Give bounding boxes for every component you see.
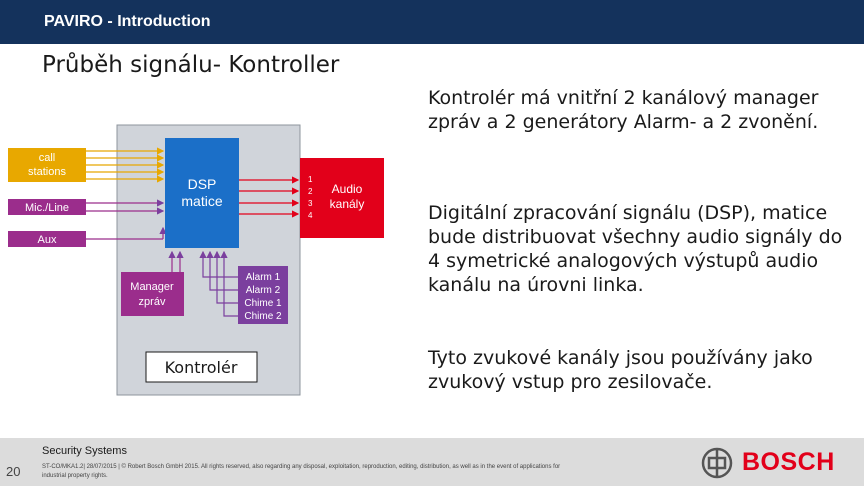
generator-chime-2: Chime 2 — [244, 311, 282, 322]
bosch-logo — [700, 446, 850, 480]
bosch-armature-icon — [700, 446, 734, 480]
header-bar — [0, 0, 864, 44]
footer-legal-text: ST-CO/MKA1.2| 28/07/2015 | © Robert Bosch GmbH 2015. All rights reserved, also regarding any disposal, exploitation, reproduction, editing, distribution, as well as in the event of applications for industrial property rights. — [42, 464, 561, 479]
paragraph-audio-channels: Tyto zvukové kanály jsou používány jako zvukový vstup pro zesilovače. — [428, 347, 813, 393]
manager-label-2: zpráv — [138, 296, 166, 308]
output-number-1: 1 — [308, 175, 313, 184]
aux-label: Aux — [37, 234, 57, 246]
paragraph-dsp: Digitální zpracování signálu (DSP), matice bude distribuovat všechny audio signály do 4 symetrické analogových výstupů audio kanálu na úrovni linka. — [428, 202, 843, 296]
signal-flow-diagram — [0, 100, 400, 400]
header-title: PAVIRO - Introduction — [44, 13, 211, 30]
dsp-label-1: DSP — [187, 176, 217, 192]
output-number-4: 4 — [308, 211, 313, 220]
bosch-wordmark: BOSCH — [742, 448, 835, 476]
call-stations-label-2: stations — [28, 166, 66, 178]
mic-line-label: Mic./Line — [24, 202, 70, 214]
call-stations-label-1: call — [38, 152, 56, 164]
generator-chime-1: Chime 1 — [244, 298, 282, 309]
generator-alarm-1: Alarm 1 — [245, 272, 281, 283]
output-number-2: 2 — [308, 187, 313, 196]
message-manager-block — [121, 272, 184, 316]
generator-alarm-2: Alarm 2 — [245, 285, 281, 296]
audio-channels-label-2: kanály — [329, 197, 365, 211]
manager-label-1: Manager — [130, 281, 174, 293]
dsp-label-2: matice — [181, 193, 223, 209]
slide-title: Průběh signálu- Kontroller — [42, 52, 340, 78]
audio-channels-label-1: Audio — [331, 182, 363, 196]
paragraph-controller: Kontrolér má vnitřní 2 kanálový manager zpráv a 2 generátory Alarm- a 2 zvonění. — [428, 87, 819, 133]
controller-label: Kontrolér — [164, 358, 238, 377]
footer-company: Security Systems — [42, 445, 127, 457]
page-number: 20 — [6, 464, 21, 479]
output-number-3: 3 — [308, 199, 313, 208]
